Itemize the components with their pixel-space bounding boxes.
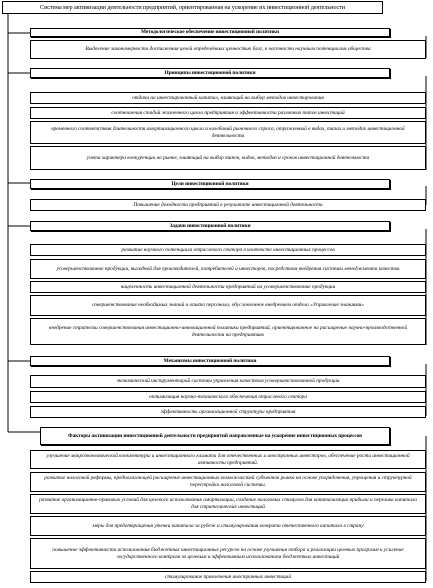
section-header-goals: Цели инвестиционной политики [30,179,390,189]
section-item: экономический инструментарий системы управления качеством усовершенствованной продукции [30,375,426,388]
section-header-methodology: Методологическое обеспечение инвестиционной политики [30,28,390,37]
section-item: повышение эффективности использования бюджетных инвестиционных ресурсов на основе улучшения отбора и реализации целевых программ и усиление государственного контроля за целевым и эффективным использованием бюджетных инвестиций [30,538,426,569]
section-item: эффективность организационной структуры предприятия [30,406,426,418]
section-item: оптимизация научно-технического обеспечения отраслевого сектора [30,391,426,403]
section-item: внедрение стратегии совершенствования инвестиционно-инновационной политики предприятий, ориентированное на расширение научно-производственной деятельности на предприятиях [30,318,426,345]
section-item: развитие организационно-правовых условий для целевого использования амортизации, создание налоговых стимулов для капитализации прибыли и перелива капитала для стратегических инвестиций [30,494,426,514]
section-item: Выделение закономерности достижения целей определённых ценностью благ, в частности научным потенциалом общества [30,40,426,59]
section-item: развитие налоговой реформы, предполагающей расширение инвестиционных возможностей субъектов рынка на основе упорядочения, упрощения и структурной перестройки налоговой системы. [30,472,426,492]
section-item: нацеленность инвестиционной деятельности предприятий на усовершенствование продукции [30,281,426,293]
section-header-factors: Факторы активизации инвестиционной деятельности предприятий направленные на ускорение инвестиционных процессов [40,427,390,445]
section-header-principles: Принципы инвестиционной политики [30,68,390,78]
section-item: усовершенствование продукции, выгодной для производителей, потребителей и инвесторов, посредством внедрения системы менеджмента качества [30,259,426,279]
section-header-tasks: Задачи инвестиционной политики [30,221,390,231]
section-item: меры для предотвращения утечки капитала за рубеж и стимулирования возврата отечественного капитала в страну [30,516,426,536]
section-item: соотношения стадий жизненного цикла предприятия и эффективности различных типов инвестиций [30,107,426,119]
section-item: улучшение макроэкономической конъюнктуры и инвестиционного климата для отечественных и иностранных инвесторов, обеспечение роста инвестиционной активности предприятий. [30,450,426,469]
section-item: учета характера конкуренции на рынке, влияющий на выбор типов, видов, методов и сроков инвестиционной деятельности [30,146,426,170]
section-item: Повышение доходности предприятий в результате инвестиционной деятельности [30,199,426,211]
section-item: отдачи на инвестированный капитал, влияющий на выбор методов инвестирования [30,92,426,104]
section-header-mechanisms: Механизмы инвестиционной политики [30,356,390,366]
section-item: временного соответствия длительности амортизационного цикла и колебаний рыночного спроса, отраженный в видах, типах и методах инвестиционной деятельности [30,121,426,144]
section-item: совершенствование необходимых знаний и опыта персонала, обусловленное внедрением отдела «Управление знаниями» [30,295,426,316]
section-item: развитие научного потенциала отраслевого сектора в контексте инвестиционных процессов [30,244,426,256]
section-item: стимулирование привлечения иностранных инвестиций [30,571,426,583]
diagram-title: Система мер активизации деятельности предприятий, ориентированная на ускорение их инвестиционной деятельности [2,1,383,14]
